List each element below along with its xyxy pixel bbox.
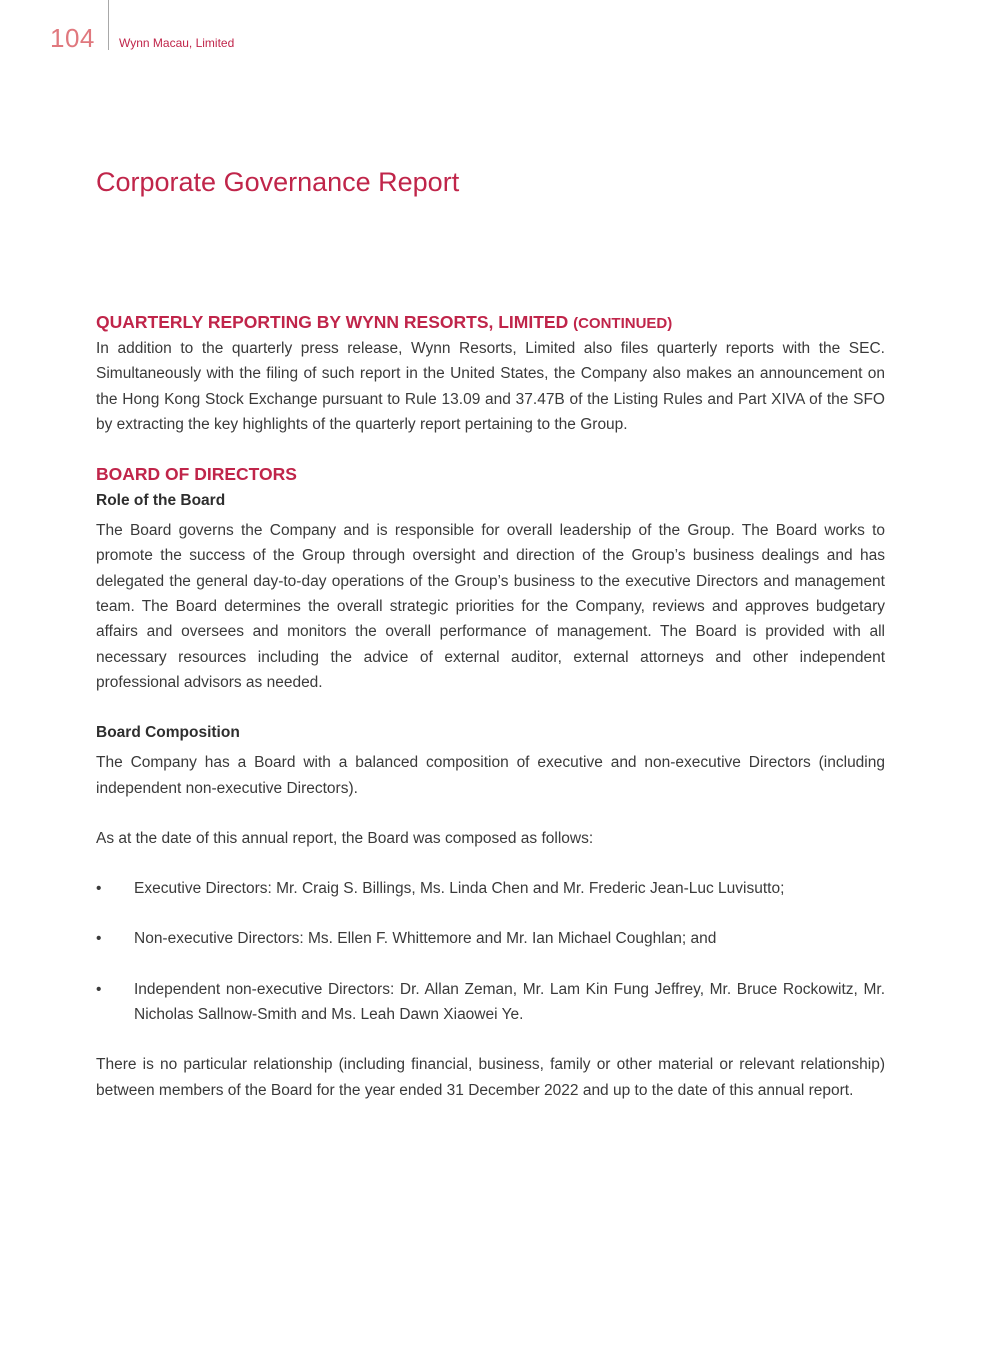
board-relationship-paragraph: There is no particular relationship (including financial, business, family or other material or relevant relationship) between members of the Board for the year ended 31 December 2022 and up to the date of this annual report. [96, 1056, 885, 1099]
directors-list [96, 876, 885, 1027]
list-item-independent-directors [96, 977, 885, 1028]
section-heading-quarterly-reporting [96, 310, 885, 336]
header-divider [108, 0, 109, 50]
page-title: Corporate Governance Report [96, 167, 460, 197]
sub-heading-role-of-board: Role of the Board [96, 492, 226, 510]
sub-heading-board-composition: Board Composition [96, 724, 240, 742]
board-composition-paragraph: The Company has a Board with a balanced composition of executive and non-executive Directors (including independent non-executive Directors). [96, 754, 885, 797]
bullet-icon: • [96, 930, 102, 948]
main-content [96, 310, 885, 1103]
list-item-non-executive-directors [96, 926, 885, 951]
bullet-icon: • [96, 980, 102, 998]
list-item-text: Executive Directors: Mr. Craig S. Billings, Ms. Linda Chen and Mr. Frederic Jean-Luc Luvisutto; [134, 880, 785, 898]
list-item-text: Independent non-executive Directors: Dr. Allan Zeman, Mr. Lam Kin Fung Jeffrey, Mr. Bruce Rockowitz, Mr. Nicholas Sallnow-Smith and Ms. Leah Dawn Xiaowei Ye. [134, 980, 885, 1024]
page-number: 104 [50, 23, 95, 53]
section-heading-suffix: (CONTINUED) [573, 315, 673, 332]
section-heading-text: QUARTERLY REPORTING BY WYNN RESORTS, LIMITED [96, 312, 569, 332]
quarterly-reporting-paragraph: In addition to the quarterly press release, Wynn Resorts, Limited also files quarterly reports with the SEC. Simultaneously with the filing of such report in the United States, the Company also makes an announcement on the Hong Kong Stock Exchange pursuant to Rule 13.09 and 37.47B of the Listing Rules and Part XIVA of the SFO by extracting the key highlights of the quarterly report pertaining to the Group. [96, 340, 885, 433]
bullet-icon: • [96, 880, 102, 898]
list-item-executive-directors [96, 876, 885, 901]
section-heading-board-of-directors: BOARD OF DIRECTORS [96, 464, 297, 485]
company-name: Wynn Macau, Limited [119, 36, 235, 50]
board-composition-intro: As at the date of this annual report, the Board was composed as follows: [96, 829, 594, 847]
role-of-board-paragraph: The Board governs the Company and is responsible for overall leadership of the Group. The Board works to promote the success of the Group through oversight and direction of the Group’s business dealings and has delegated the general day-to-day operations of the Group’s business to the executive Directors and management team. The Board determines the overall strategic priorities for the Company, reviews and approves budgetary affairs and oversees and monitors the overall performance of management. The Board is provided with all necessary resources including the advice of external auditor, external attorneys and other independent professional advisors as needed. [96, 522, 885, 691]
list-item-text: Non-executive Directors: Ms. Ellen F. Whittemore and Mr. Ian Michael Coughlan; and [134, 930, 717, 948]
